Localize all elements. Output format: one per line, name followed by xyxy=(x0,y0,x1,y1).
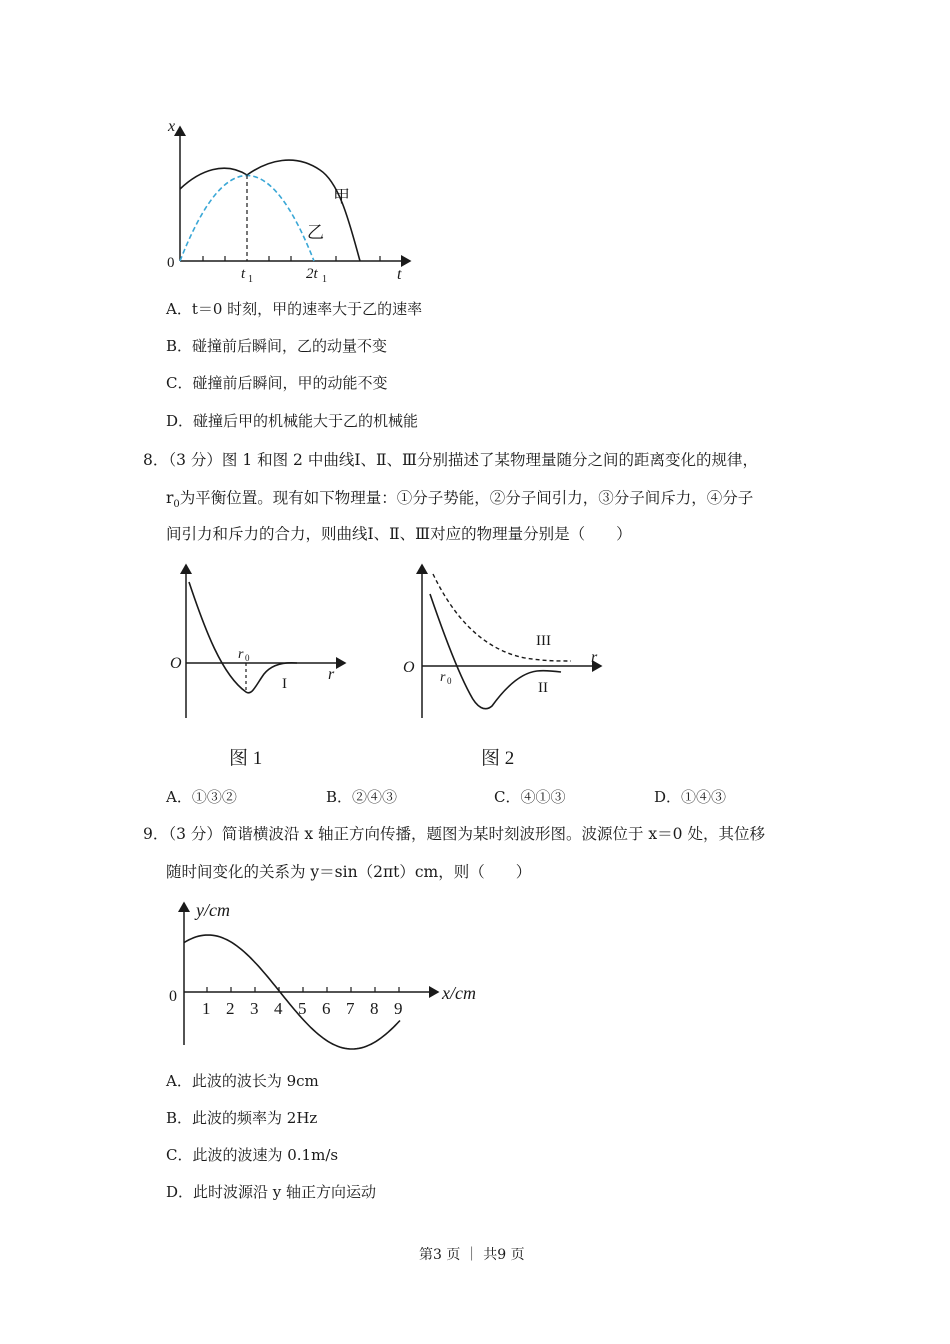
label-yi: 乙 xyxy=(307,223,324,242)
tick-t1-subscript: 1 xyxy=(248,274,253,285)
tick-2t1-subscript: 1 xyxy=(322,274,327,285)
q8-stem-line2-text: 为平衡位置。现有如下物理量：①分子势能，②分子间引力，③分子间斥力，④分子 xyxy=(179,489,754,507)
fig2-caption: 图 2 xyxy=(481,748,515,769)
q9-tick-label: 2 xyxy=(226,999,235,1018)
q9-tick-label: 1 xyxy=(202,999,211,1018)
q7-option-a: A．t＝0 时刻，甲的速率大于乙的速率 xyxy=(166,300,423,318)
q9-origin-label: 0 xyxy=(169,988,177,1005)
q9-option-b: B．此波的频率为 2Hz xyxy=(166,1109,318,1127)
q8-figure-1 xyxy=(160,560,360,780)
q9-option-d: D．此时波源沿 y 轴正方向运动 xyxy=(166,1183,377,1201)
q9-tick-label: 8 xyxy=(370,999,379,1018)
q8-stem-line2 xyxy=(166,486,753,510)
q9-tick-label: 9 xyxy=(394,999,403,1018)
q9-tick-label: 7 xyxy=(346,999,355,1018)
curve-jia xyxy=(180,160,360,261)
q7-option-c: C．碰撞前后瞬间，甲的动能不变 xyxy=(166,374,388,392)
fig2-curve-iii-label: III xyxy=(536,633,551,649)
q8-option-a: A．①③② xyxy=(166,788,237,806)
q9-tick-label: 3 xyxy=(250,999,259,1018)
fig2-origin-label: O xyxy=(403,659,415,676)
fig1-curve-label: I xyxy=(282,676,287,692)
q8-r0-subscript: 0 xyxy=(173,499,180,511)
fig2-r0-label: r xyxy=(440,670,446,685)
q7-position-time-graph xyxy=(160,115,420,285)
fig1-r0-subscript: 0 xyxy=(245,653,250,663)
q7-axis-x-label: x xyxy=(168,118,176,135)
tick-t1-label: t xyxy=(241,266,246,282)
fig1-r-label: r xyxy=(328,666,335,683)
label-jia: 甲 xyxy=(333,187,350,206)
q8-option-d: D．①④③ xyxy=(654,788,727,806)
q8-option-b: B．②④③ xyxy=(326,788,398,806)
fig1-origin-label: O xyxy=(170,655,182,672)
q9-y-axis-label: y/cm xyxy=(196,900,230,920)
q9-stem-line1: 9．（3 分）简谐横波沿 x 轴正方向传播，题图为某时刻波形图。波源位于 x＝0 处，其位移 xyxy=(143,825,765,843)
q9-wave-graph xyxy=(160,895,500,1055)
fig2-curve-ii-label: II xyxy=(538,680,548,696)
fig2-r-label: r xyxy=(591,649,598,666)
q7-axis-t-label: t xyxy=(397,266,402,283)
q9-option-c: C．此波的波速为 0.1m/s xyxy=(166,1146,339,1164)
fig1-r0-label: r xyxy=(238,647,244,662)
q9-tick-label: 5 xyxy=(298,999,307,1018)
q9-tick-label: 4 xyxy=(274,999,283,1018)
q8-r0-symbol: r xyxy=(166,489,174,507)
q9-tick-label: 6 xyxy=(322,999,331,1018)
curve-i xyxy=(189,582,297,693)
q9-option-a: A．此波的波长为 9cm xyxy=(166,1072,319,1090)
page-footer: 第3 页 ｜ 共9 页 xyxy=(419,1247,525,1263)
fig1-caption: 图 1 xyxy=(229,748,263,769)
q8-option-c: C．④①③ xyxy=(494,788,566,806)
q9-tick-labels xyxy=(202,999,403,1018)
q8-stem-line1: 8．（3 分）图 1 和图 2 中曲线Ⅰ、Ⅱ、Ⅲ分别描述了某物理量随分之间的距离变化的规律， xyxy=(143,451,758,469)
q7-origin-label: 0 xyxy=(167,255,175,271)
q7-option-b: B．碰撞前后瞬间，乙的动量不变 xyxy=(166,337,388,355)
fig2-r0-subscript: 0 xyxy=(447,676,452,686)
q7-option-d: D．碰撞后甲的机械能大于乙的机械能 xyxy=(166,412,419,430)
tick-2t1-label: 2t xyxy=(306,266,318,282)
q8-stem-line3: 间引力和斥力的合力，则曲线Ⅰ、Ⅱ、Ⅲ对应的物理量分别是（ ） xyxy=(166,525,632,543)
q9-stem-line2: 随时间变化的关系为 y＝sin（2πt）cm，则（ ） xyxy=(166,863,532,881)
q8-figure-2 xyxy=(395,560,615,780)
q9-x-axis-label: x/cm xyxy=(442,983,476,1003)
